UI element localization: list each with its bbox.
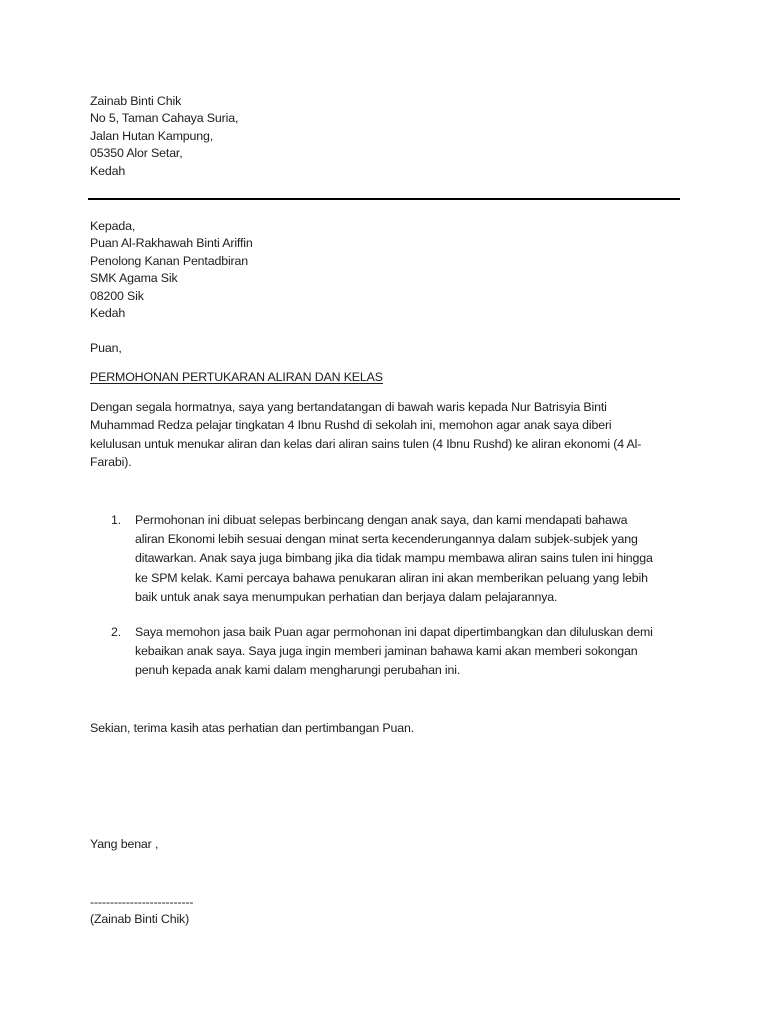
point-number: 1. xyxy=(111,513,122,527)
intro-line: kelulusan untuk menukar aliran dan kelas dari aliran sains tulen (4 Ibnu Rushd) ke aliran ekonomi (4 Al- xyxy=(90,436,642,451)
point-body xyxy=(135,511,653,607)
point-body xyxy=(135,623,653,681)
point-line: Permohonan ini dibuat selepas berbincang dengan anak saya, dan kami mendapati bahawa xyxy=(135,513,628,527)
signature-line: -------------------------- xyxy=(90,895,194,909)
recipient-to-label: Kepada, xyxy=(90,219,136,233)
closing-remark: Sekian, terima kasih atas perhatian dan pertimbangan Puan. xyxy=(90,721,414,735)
sender-address-line: Kedah xyxy=(90,163,126,178)
point-line: ditawarkan. Anak saya juga bimbang jika dia tidak mampu membawa aliran sains tulen ini hingga xyxy=(135,551,653,566)
intro-line: Muhammad Redza pelajar tingkatan 4 Ibnu Rushd di sekolah ini, memohon agar anak saya diberi xyxy=(90,418,612,433)
sender-address-block xyxy=(90,93,238,180)
point-line: kebaikan anak saya. Saya juga ingin memberi jaminan bahawa kami akan memberi sokongan xyxy=(135,644,638,659)
sender-address-line: Jalan Hutan Kampung, xyxy=(90,128,214,143)
point-line: aliran Ekonomi lebih sesuai dengan minat serta kecenderungannya dalam subjek-subjek yang xyxy=(135,532,638,547)
intro-line: Dengan segala hormatnya, saya yang bertandatangan di bawah waris kepada Nur Batrisyia Binti xyxy=(90,400,607,414)
recipient-postcode: 08200 Sik xyxy=(90,288,144,303)
header-divider xyxy=(88,198,680,200)
sender-address-line: 05350 Alor Setar, xyxy=(90,146,183,161)
signature-name: (Zainab Binti Chik) xyxy=(90,912,190,926)
recipient-position: Penolong Kanan Pentadbiran xyxy=(90,253,249,268)
point-number: 2. xyxy=(111,625,122,639)
point-line: penuh kepada anak kami dalam mengharungi perubahan ini. xyxy=(135,663,461,678)
recipient-state: Kedah xyxy=(90,306,126,321)
intro-paragraph xyxy=(90,398,641,471)
point-line: baik untuk anak saya menumpukan perhatian dan berjaya dalam pelajarannya. xyxy=(135,589,558,604)
point-line: ke SPM kelak. Kami percaya bahawa penukaran aliran ini akan memberikan peluang yang lebih xyxy=(135,570,648,585)
letter-subject: PERMOHONAN PERTUKARAN ALIRAN DAN KELAS xyxy=(90,370,383,384)
sender-name: Zainab Binti Chik xyxy=(90,94,182,108)
sender-address-line: No 5, Taman Cahaya Suria, xyxy=(90,111,239,126)
sign-off: Yang benar , xyxy=(90,837,159,851)
point-line: Saya memohon jasa baik Puan agar permohonan ini dapat dipertimbangkan dan diluluskan demi xyxy=(135,625,653,639)
recipient-address-block xyxy=(90,218,253,322)
intro-line: Farabi). xyxy=(90,454,132,469)
recipient-school: SMK Agama Sik xyxy=(90,271,178,286)
recipient-name: Puan Al-Rakhawah Binti Ariffin xyxy=(90,236,253,251)
salutation: Puan, xyxy=(90,341,122,355)
